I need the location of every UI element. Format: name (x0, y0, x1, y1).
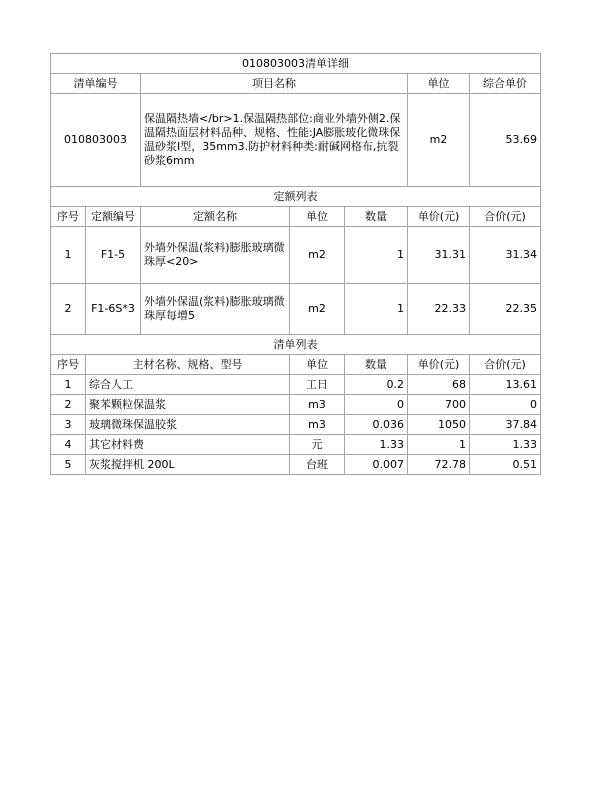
table-row (51, 227, 541, 284)
material-seq-header: 序号 (51, 355, 86, 375)
material-unit-price: 1050 (408, 415, 470, 435)
quota-unit-price: 22.33 (408, 284, 470, 335)
table-row (51, 415, 541, 435)
material-unit: m3 (290, 415, 345, 435)
material-qty: 0.036 (345, 415, 408, 435)
quota-qty: 1 (345, 284, 408, 335)
material-total: 13.61 (470, 375, 541, 395)
material-seq: 4 (51, 435, 86, 455)
material-total: 1.33 (470, 435, 541, 455)
quota-name: 外墙外保温(浆料)膨胀玻璃微珠厚<20> (141, 227, 290, 284)
material-qty: 0.2 (345, 375, 408, 395)
quota-seq-header: 序号 (51, 207, 86, 227)
material-qty-header: 数量 (345, 355, 408, 375)
quota-unit: m2 (290, 284, 345, 335)
list-price: 53.69 (470, 94, 541, 187)
material-name: 灰浆搅拌机 200L (86, 455, 290, 475)
material-name: 其它材料费 (86, 435, 290, 455)
list-unit-header: 单位 (408, 74, 470, 94)
material-seq: 1 (51, 375, 86, 395)
material-unit: 工日 (290, 375, 345, 395)
quota-name-header: 定额名称 (141, 207, 290, 227)
material-total: 0.51 (470, 455, 541, 475)
bill-detail-table (50, 53, 541, 475)
material-unit-price: 72.78 (408, 455, 470, 475)
material-unit: 元 (290, 435, 345, 455)
quota-seq: 1 (51, 227, 86, 284)
quota-unit: m2 (290, 227, 345, 284)
material-name: 综合人工 (86, 375, 290, 395)
material-seq: 2 (51, 395, 86, 415)
list-code-header: 清单编号 (51, 74, 141, 94)
quota-code: F1-5 (86, 227, 141, 284)
material-section-title: 清单列表 (51, 335, 541, 355)
quota-code-header: 定额编号 (86, 207, 141, 227)
material-total: 37.84 (470, 415, 541, 435)
quota-seq: 2 (51, 284, 86, 335)
material-qty: 0.007 (345, 455, 408, 475)
material-unit-price: 700 (408, 395, 470, 415)
material-name: 玻璃微珠保温胶浆 (86, 415, 290, 435)
material-total: 0 (470, 395, 541, 415)
material-qty: 0 (345, 395, 408, 415)
table-row (51, 435, 541, 455)
table-row (51, 455, 541, 475)
table-row (51, 375, 541, 395)
material-unit-price-header: 单价(元) (408, 355, 470, 375)
material-name-header: 主材名称、规格、型号 (86, 355, 290, 375)
list-price-header: 综合单价 (470, 74, 541, 94)
quota-total: 22.35 (470, 284, 541, 335)
table-row (51, 395, 541, 415)
material-seq: 5 (51, 455, 86, 475)
list-code: 010803003 (51, 94, 141, 187)
quota-section-title: 定额列表 (51, 187, 541, 207)
quota-unit-price-header: 单价(元) (408, 207, 470, 227)
quota-code: F1-6S*3 (86, 284, 141, 335)
quota-unit-header: 单位 (290, 207, 345, 227)
quota-unit-price: 31.31 (408, 227, 470, 284)
list-name: 保温隔热墙</br>1.保温隔热部位:商业外墙外侧2.保温隔热面层材料品种、规格、性能:JA膨胀玻化微珠保温砂浆I型，35mm3.防护材料种类:耐碱网格布,抗裂砂浆6mm (141, 94, 408, 187)
material-qty: 1.33 (345, 435, 408, 455)
material-unit-price: 1 (408, 435, 470, 455)
material-name: 聚苯颗粒保温浆 (86, 395, 290, 415)
material-seq: 3 (51, 415, 86, 435)
material-unit: m3 (290, 395, 345, 415)
list-name-header: 项目名称 (141, 74, 408, 94)
quota-qty-header: 数量 (345, 207, 408, 227)
material-total-header: 合价(元) (470, 355, 541, 375)
table-title: 010803003清单详细 (51, 54, 541, 74)
material-unit-header: 单位 (290, 355, 345, 375)
material-unit-price: 68 (408, 375, 470, 395)
quota-total: 31.34 (470, 227, 541, 284)
quota-name: 外墙外保温(浆料)膨胀玻璃微珠厚每增5 (141, 284, 290, 335)
quota-qty: 1 (345, 227, 408, 284)
material-unit: 台班 (290, 455, 345, 475)
quota-total-header: 合价(元) (470, 207, 541, 227)
table-row (51, 284, 541, 335)
list-unit: m2 (408, 94, 470, 187)
